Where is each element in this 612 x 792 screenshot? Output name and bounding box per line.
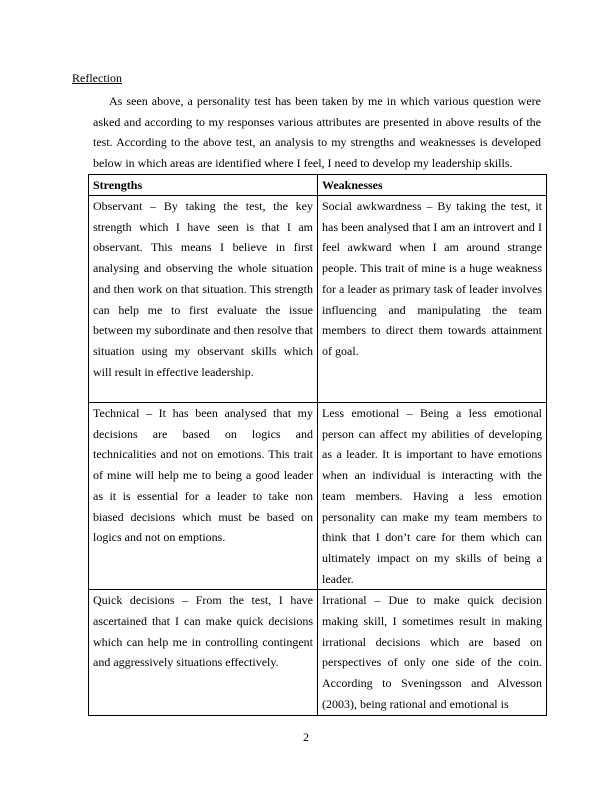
column-header-weaknesses: Weaknesses [318, 175, 547, 196]
weakness-cell [318, 590, 547, 715]
weakness-cell [318, 196, 547, 403]
strength-cell [89, 196, 318, 403]
table-row [89, 590, 547, 715]
weakness-cell [318, 403, 547, 590]
strength-cell [89, 590, 318, 715]
strengths-weaknesses-table [88, 174, 547, 716]
strength-cell [89, 403, 318, 590]
strength-observant-text: Observant – By taking the test, the key strength which I have seen is that I am observant. This means I believe in first analysing and observing the whole situation and then work on that situation. This strength can help me to first evaluate the issue between my subordinate and then resolve that situation using my observant skills which will result in effective leadership. [93, 199, 313, 379]
strength-technical-text: Technical – It has been analysed that my decisions are based on logics and technicalities and not on emotions. This trait of mine will help me to being a good leader as it is essential for a leader to take non biased decisions which must be based on logics and not on emptions. [93, 406, 313, 545]
weakness-social-awkwardness-text: Social awkwardness – By taking the test, it has been analysed that I am an introvert and I feel awkward when I am around strange people. This trait of mine is a huge weakness for a leader as primary task of leader involves influencing and manipulating the team members to direct them towards attainment of goal. [322, 199, 542, 358]
table-header-row [89, 175, 547, 196]
table-row [89, 403, 547, 590]
intro-paragraph: As seen above, a personality test has been taken by me in which various question were asked and according to my responses various attributes are presented in above results of the test. According to the above test, an analysis to my strengths and weaknesses is developed below in which areas are identified where I feel, I need to develop my leadership skills. [93, 94, 541, 170]
page-number: 2 [303, 730, 309, 744]
table-row [89, 196, 547, 403]
strength-quick-decisions-text: Quick decisions – From the test, I have ascertained that I can make quick decisions which can help me in controlling contingent and aggressively situations effectively. [93, 593, 313, 670]
section-heading: Reflection [72, 71, 122, 85]
weakness-irrational-text: Irrational – Due to make quick decision making skill, I sometimes result in making irrational decisions which are based on perspectives of only one side of the coin. According to Sveningsson and Alvesson (2003), being rational and emotional is [322, 593, 542, 711]
column-header-strengths: Strengths [89, 175, 318, 196]
weakness-less-emotional-text: Less emotional – Being a less emotional person can affect my abilities of developing as a leader. It is important to have emotions when an individual is interacting with the team members. Having a less emotion personality can make my team members to think that I don’t care for them which can ultimately impact on my skills of being a leader. [322, 406, 542, 586]
